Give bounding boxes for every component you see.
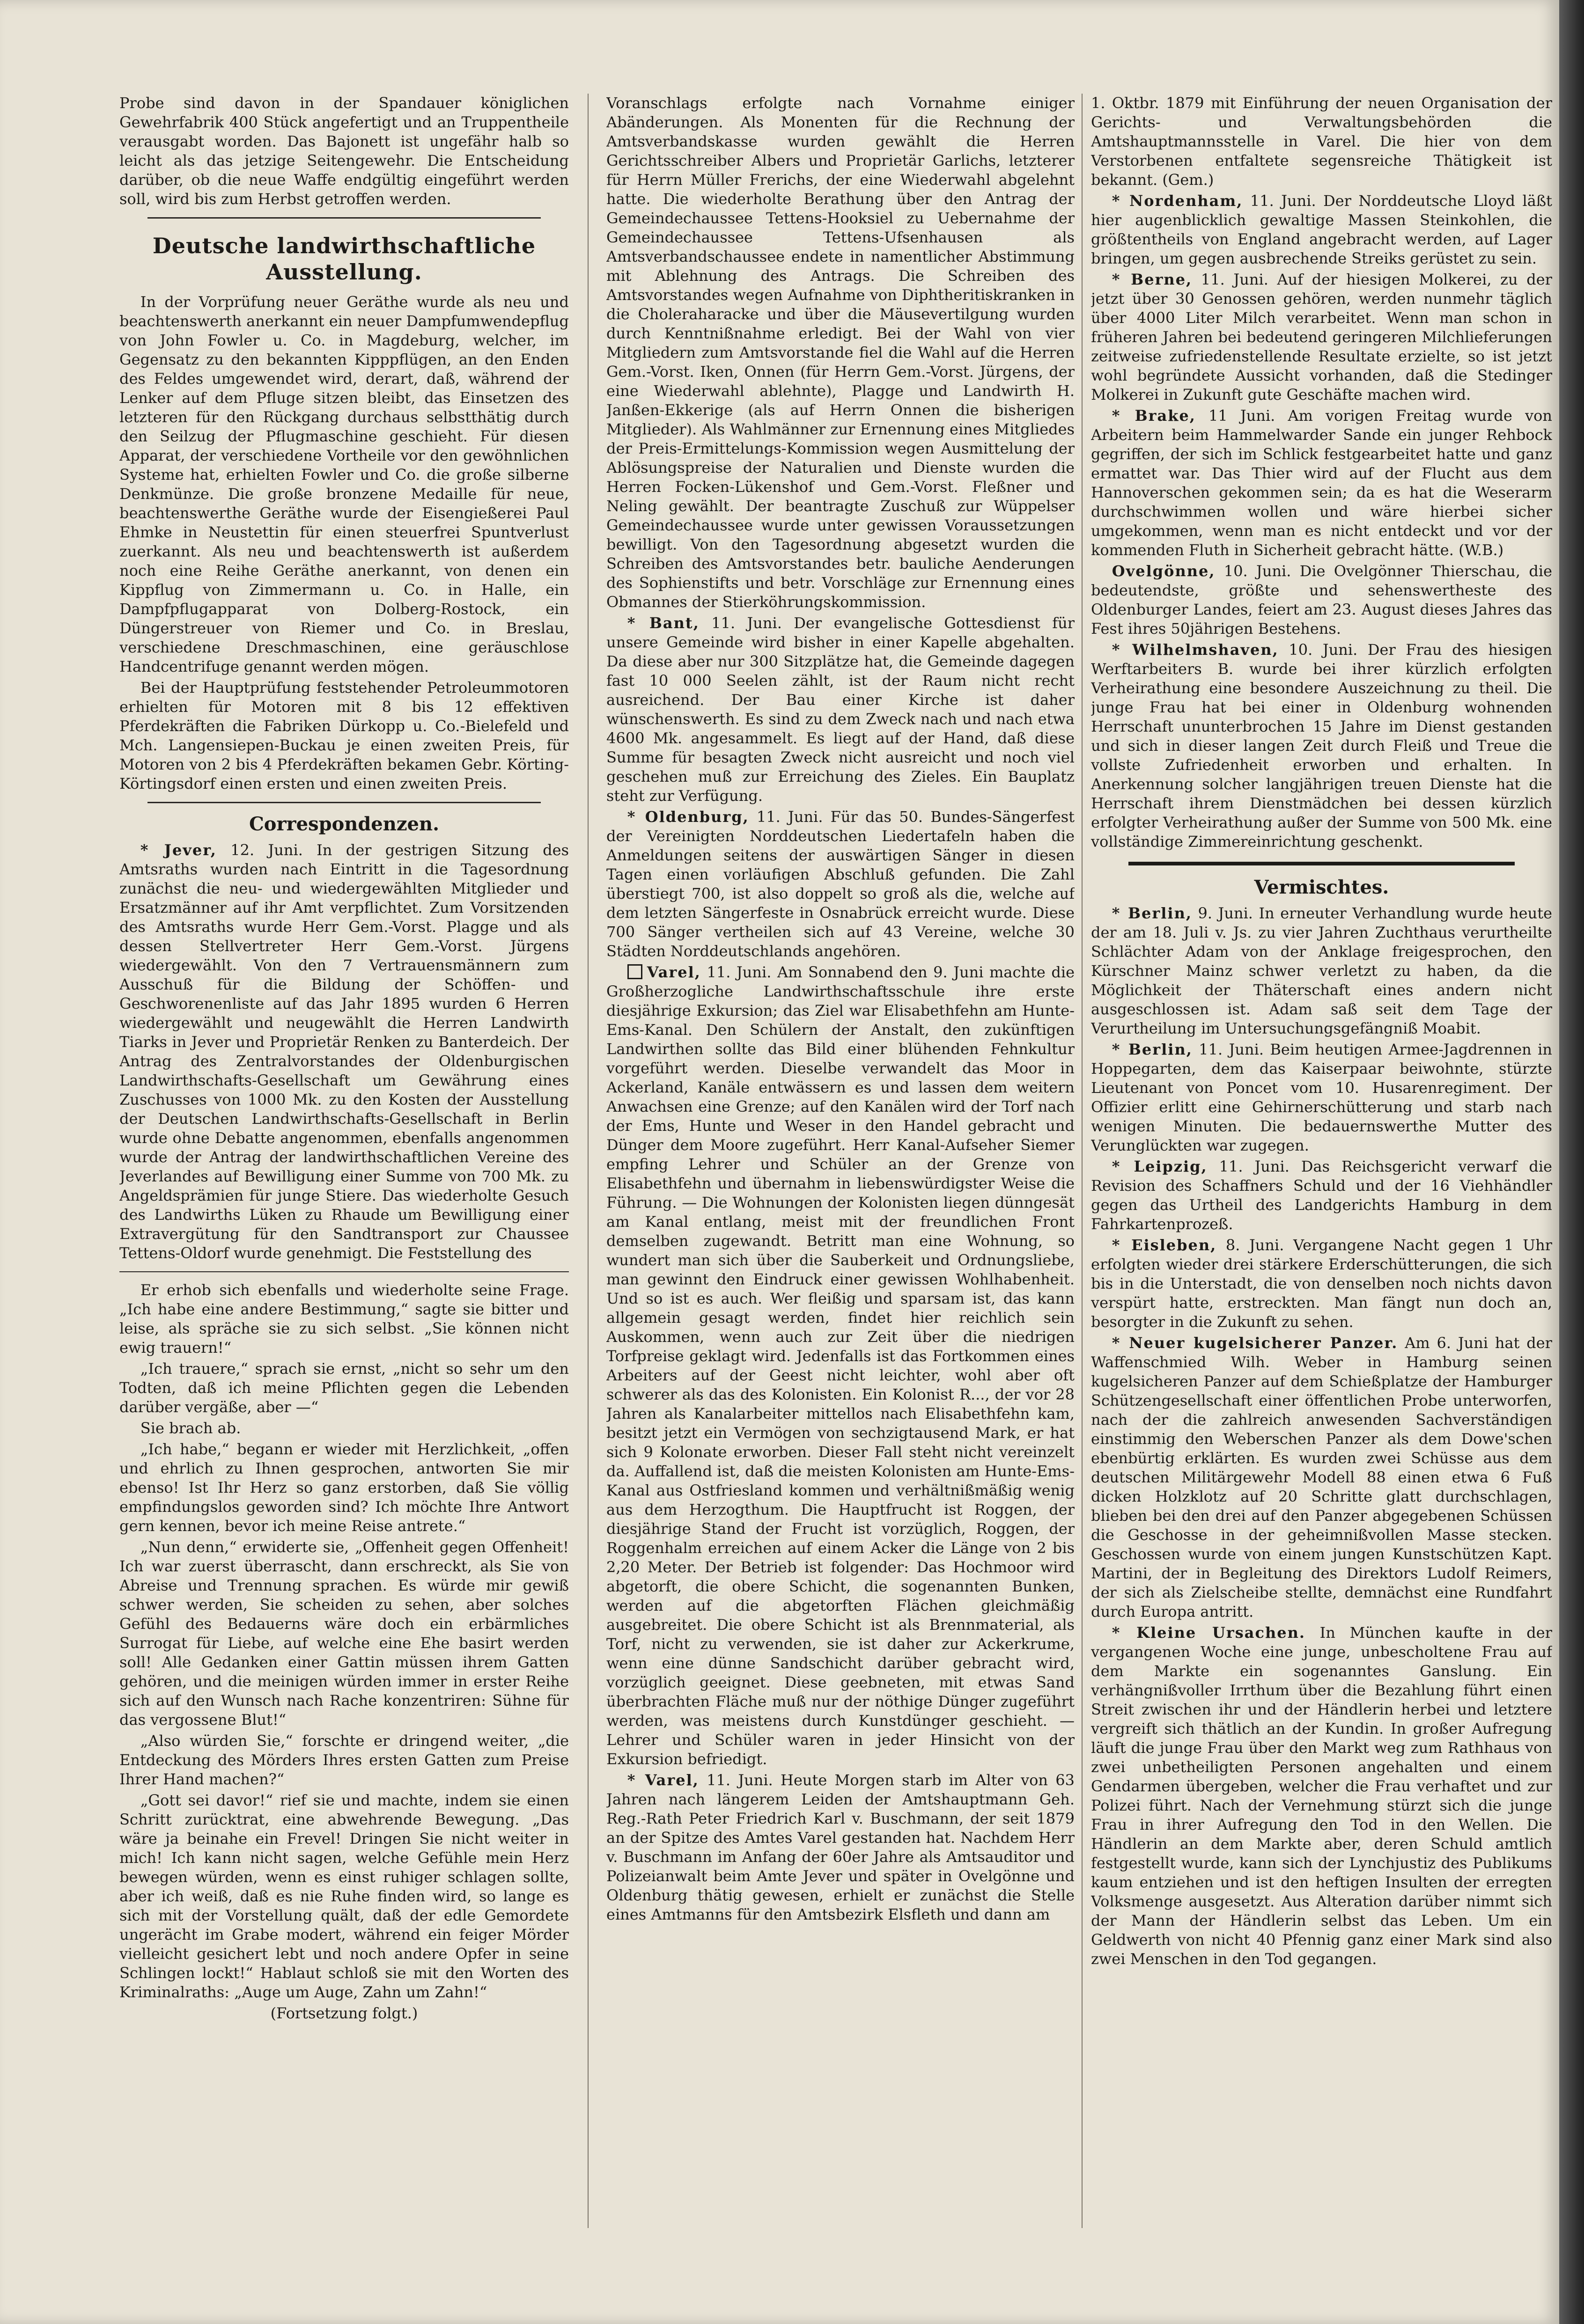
article-varel-2-text: 11. Juni. Heute Morgen starb im Alter von 63 Jahren nach längerem Leiden der Amtshauptmann Geh. Reg.-Rath Peter Friedrich Karl v. Buschmann, der seit 1879 an der Spitze des Amtes Varel gestanden hat. Nachdem Herr v. Buschmann im Anfang der 60er Jahre als Amtsauditor und Polizeianwalt beim Amte Jever und später in Ovelgönne und Oldenburg thätig gewesen, erhielt er zunächst die Stelle eines Amtmanns für den Amtsbezirk Elsfleth und dann am — [606, 1771, 1075, 1923]
heading-correspondenzen: Correspondenzen. — [249, 813, 440, 835]
article-ursachen-text: In München kaufte in der vergangenen Woche eine junge, unbescholtene Frau auf dem Markte ein sogenanntes Ganslung. Ein verhängnißvoller Irrthum über die Bezahlung führt einen Streit zwischen ihr und der Händlerin herbei und letztere vergreift sich thätlich an der Kundin. In großer Aufregung läuft die junge Frau über den Markt weg zum Rathhaus von zwei unbetheiligten Personen angehalten und einem Gendarmen übergeben, welcher die Frau verhaftet und zur Polizei führt. Nach der Vernehmung stürzt sich die junge Frau in ihrer Aufregung den Tod in den Wellen. Die Händlerin an dem Markte aber, deren Schuld amtlich festgestellt wurde, kann sich der Lynchjustiz des Publikums kaum entziehen und ist den heftigen Insulten der erregten Volksmenge ausgesetzt. Aus Alteration darüber nimmt sich der Mann der Händlerin selbst das Leben. Um ein Geldwerth von nicht 40 Pfennig ganz einer Mark sind also zwei Menschen in den Tod gegangen. — [1091, 1624, 1552, 1968]
dateline-nordenham: * Nordenham, — [1112, 192, 1243, 210]
article-panzer-text: Am 6. Juni hat der Waffenschmied Wilh. Weber in Hamburg seinen kugelsicheren Panzer auf dem Schießplatze der Hamburger Schützengesellschaft einer öffentlichen Probe unterworfen, nach der die zahlreich anwesenden Sachverständigen einstimmig den Weberschen Panzer als dem Dowe'schen ebenbürtig erklärten. Es wurden zwei Schüsse aus dem deutschen Militärgewehr Modell 88 einen etwa 6 Fuß dicken Holzklotz auf 20 Schritte glatt durchschlagen, blieben bei den drei auf den Panzer abgegebenen Schüssen die Geschosse in der geheimnißvollen Masse stecken. Geschossen wurde von einem jungen Kunstschützen Kapt. Martini, der in Begleitung des Direktors Ludolf Reimers, der sich als Zielscheibe stellte, demnächst eine Rundfahrt durch Europa antritt. — [1091, 1334, 1552, 1620]
dateline-oldenburg: * Oldenburg, — [627, 808, 749, 826]
separator-rule — [147, 802, 541, 803]
article-wilhelmshaven — [1091, 640, 1552, 851]
dateline-berne: * Berne, — [1112, 271, 1193, 288]
novel-paragraph-6: „Also würden Sie,“ forschte er dringend weiter, „die Entdeckung des Mörders Ihres ersten Gatten zum Preise Ihrer Hand machen?“ — [119, 1732, 569, 1788]
dateline-leipzig: * Leipzig, — [1112, 1158, 1208, 1175]
article-berlin-2 — [1091, 1040, 1552, 1155]
article-oldenburg-text: 11. Juni. Für das 50. Bundes-Sängerfest der Vereinigten Norddeutschen Liedertafeln haben die Anmeldungen seitens der auswärtigen Sänger in diesen Tagen einen vorläufigen Abschluß gefunden. Die Zahl überstiegt 700, ist also doppelt so groß als die, welche auf dem letzten Sängerfeste in Osnabrück erreicht wurde. Diese 700 Sänger vertheilen sich auf 43 Vereine, welche 30 Städten Norddeutschlands angehören. — [606, 808, 1075, 960]
book-spine — [1559, 0, 1584, 2324]
article-nordenham-text: 11. Juni. Der Norddeutsche Lloyd läßt hier augenblicklich gewaltige Massen Steinkohlen, die größtentheils von England angebracht werden, auf Lager bringen, um gegen ausbrechende Streiks gerüstet zu sein. — [1091, 192, 1552, 267]
article-ovelgoenne — [1091, 562, 1552, 638]
intro-paragraph: Probe sind davon in der Spandauer königlichen Gewehrfabrik 400 Stück angefertigt und an Truppentheile verausgabt worden. Das Bajonett ist ungefähr halb so leicht als das jetzige Seitengewehr. Die Entscheidung darüber, ob die neue Waffe endgültig eingeführt werden soll, wird bis zum Herbst getroffen werden. — [119, 94, 569, 208]
article-leipzig-text: 11. Juni. Das Reichsgericht verwarf die Revision des Schaffners Schuld und der 16 Viehhändler gegen das Urtheil des Landgerichts Hamburg in dem Fahrkartenprozeß. — [1091, 1158, 1552, 1233]
article-berne — [1091, 270, 1552, 404]
column-divider — [588, 94, 589, 2228]
novel-paragraph-4: „Ich habe,“ begann er wieder mit Herzlichkeit, „offen und ehrlich zu Ihnen gesprochen, antworten Sie mir ebenso! Ist Ihr Herz so ganz erstorben, daß Sie völlig empfindungslos geworden sind? Ich möchte Ihre Antwort gern kennen, bevor ich meine Reise antrete.“ — [119, 1440, 569, 1535]
ausstellung-paragraph-2: Bei der Hauptprüfung feststehender Petroleummotoren erhielten für Motoren mit 8 bis 12 effektiven Pferdekräften die Fabriken Dürkopp u. Co.-Bielefeld und Mch. Langensiepen-Buckau je einen zweiten Preis, für Motoren von 2 bis 4 Pferdekräften bekamen Gebr. Körting-Körtingsdorf einen ersten und einen zweiten Preis. — [119, 679, 569, 792]
dateline-ursachen: * Kleine Ursachen. — [1112, 1624, 1305, 1642]
separator-rule — [147, 217, 541, 219]
article-berlin-2-text: 11. Juni. Beim heutigen Armee-Jagdrennen in Hoppegarten, dem das Kaiserpaar beiwohnte, stürzte Lieutenant von Poncet vom 10. Husarenregiment. Der Offizier erlitt eine Gehirnerschütterung und starb nach wenigen Minuten. Die bedauernswerthe Mutter des Verunglückten war zugegen. — [1091, 1041, 1552, 1154]
column-3 — [1091, 94, 1552, 2228]
article-varel-1-text: 11. Juni. Am Sonnabend den 9. Juni machte die Großherzogliche Landwirthschaftsschule ihre erste diesjährige Exkursion; das Ziel war Elisabethfehn am Hunte-Ems-Kanal. Den Schülern der Anstalt, den zukünftigen Landwirthen sollte das Bild einer blühenden Fehnkultur vorgeführt werden. Dieselbe verwandelt das Moor in Ackerland, Kanäle entwässern es und lassen dem weitern Anwachsen eine Grenze; auf den Kanälen wird der Torf nach der Ems, Hunte und Weser in den Handel gebracht und Dünger dem Moore zugeführt. Herr Kanal-Aufseher Siemer empfing Lehrer und Schüler an der Grenze von Elisabethfehn und übernahm in liebenswürdigster Weise die Führung. — Die Wohnungen der Kolonisten liegen dünngesät am Kanal entlang, meist mit der freundlichen Front demselben zugewandt. Betritt man eine Wohnung, so wundert man sich über die Sauberkeit und Ordnungsliebe, man gewinnt den Eindruck einer gewissen Wohlhabenheit. Und so ist es auch. Wer fleißig und sparsam ist, das kann allgemein gesagt werden, findet hier reichlich sein Auskommen, wenn auch zur Zeit über die niedrigen Torfpreise geklagt wird. Jedenfalls ist das Fortkommen eines Arbeiters auf der Geest nicht leichter, wohl aber oft schwerer als das des Kolonisten. Ein Kolonist R..., der vor 28 Jahren als Kanalarbeiter mittellos nach Elisabethfehn kam, besitzt jetzt ein Vermögen von sechzigtausend Mark, er hat sich 9 Kolonate erworben. Dieser Fall steht nicht vereinzelt da. Auffallend ist, daß die meisten Kolonisten am Hunte-Ems-Kanal aus Ostfriesland kommen und verhältnißmäßig wenig aus dem Herzogthum. Die Hauptfrucht ist Roggen, der diesjährige Stand der Frucht ist vorzüglich, Roggen, der Roggenhalm erreichen auf einem Acker die Länge von 2 bis 2,20 Meter. Der Betrieb ist folgender: Das Hochmoor wird abgetorft, die obere Schicht, die sogenannten Bunken, werden auf die abgetorften Flächen gleichmäßig ausgebreitet. Die obere Schicht ist als Brennmaterial, als Torf, nicht zu verwenden, sie ist daher zur Ackerkrume, wenn eine dünne Sandschicht darüber gebracht wird, vorzüglich geeignet. Diese geebneten, mit etwas Sand überbrachten Fläche muß nur der nöthige Dünger zugeführt werden, was meistens durch Kunstdünger geschieht. — Lehrer und Schüler waren in jeder Hinsicht von der Exkursion befriedigt. — [606, 963, 1075, 1768]
article-brake-text: 11 Juni. Am vorigen Freitag wurde von Arbeitern beim Hammelwarder Sande ein junger Rehbock gegriffen, der sich im Schlick festgearbeitet hatte und ganz ermattet war. Das Thier wird auf der Flucht aus dem Hannoverschen gekommen sein; da es hat die Weserarm durchschwimmen wollen und wäre hierbei sicher umgekommen, wenn man es nicht entdeckt und vor der kommenden Fluth in Sicherheit gebracht hätte. (W.B.) — [1091, 407, 1552, 559]
heading-ausstellung: Deutsche landwirthschaftliche Ausstellung. — [152, 233, 536, 285]
dateline-eisleben: * Eisleben, — [1112, 1236, 1217, 1254]
article-berlin-1 — [1091, 904, 1552, 1038]
section-rule — [1128, 862, 1515, 865]
article-nordenham — [1091, 191, 1552, 268]
column-2 — [606, 94, 1075, 2228]
novel-paragraph-7: „Gott sei davor!“ rief sie und machte, indem sie einen Schritt zurücktrat, eine abwehrende Bewegung. „Das wäre ja beinahe ein Frevel! Dringen Sie nicht weiter in mich! Ich kann nicht sagen, welche Gefühle mein Herz bewegen würden, wenn es einst ruhiger schlagen sollte, aber ich weiß, daß es nie Ruhe finden wird, so lange es sich mit der Vorstellung quält, daß der edle Gemordete ungerächt im Grabe modert, während ein feiger Mörder vielleicht gesichert lebt und noch andere Opfer in seine Schlingen lockt!“ Hablaut schloß sie mit den Worten des Kriminalraths: „Auge um Auge, Zahn um Zahn!“ — [119, 1791, 569, 2001]
article-berne-text: 11. Juni. Auf der hiesigen Molkerei, zu der jetzt über 30 Genossen gehören, werden nunmehr täglich über 4000 Liter Milch verarbeitet. Wenn man schon in früheren Jahren bei bedeutend geringeren Milchlieferungen zeitweise zufriedenstellende Resultate erzielte, so ist jetzt wohl begründete Aussicht vorhanden, daß die Stedinger Molkerei in Zukunft gute Geschäfte machen wird. — [1091, 271, 1552, 403]
article-bant-text: 11. Juni. Der evangelische Gottesdienst für unsere Gemeinde wird bisher in einer Kapelle abgehalten. Da diese aber nur 300 Sitzplätze hat, die Gemeinde dagegen fast 10 000 Seelen zählt, ist der Raum nicht recht ausreichend. Der Bau einer Kirche ist daher wünschenswerth. Es sind zu dem Zweck nach und nach etwa 4600 Mk. angesammelt. Es liegt auf der Hand, daß diese Summe für besagten Zweck nicht ausreicht und noch viel geschehen muß zur Erreichung des Zieles. Ein Bauplatz steht zur Verfügung. — [606, 614, 1075, 805]
dateline-brake: * Brake, — [1112, 407, 1196, 425]
article-jever-text: 12. Juni. In der gestrigen Sitzung des Amtsraths wurden nach Eintritt in die Tagesordnung zunächst die neu- und wiedergewählten Mitglieder und Ersatzmänner auf ihr Amt verpflichtet. Zum Vorsitzenden des Amtsraths wurde Herr Gem.-Vorst. Plagge und als dessen Stellvertreter Herr Gem.-Vorst. Jürgens wiedergewählt. Von den 7 Vertrauensmännern zum Ausschuß für die Bildung der Schöffen- und Geschworenenliste auf das Jahr 1895 wurden 6 Herren wiedergewählt und neugewählt die Herren Landwirth Tiarks in Jever und Proprietär Renken zu Banterdeich. Der Antrag des Zentralvorstandes der Oldenburgischen Landwirthschafts-Gesellschaft um Gewährung eines Zuschusses von 1000 Mk. zu den Kosten der Ausstellung der Deutschen Landwirthschafts-Gesellschaft in Berlin wurde ohne Debatte angenommen, ebenfalls angenommen wurde der Antrag der landwirthschaftlichen Vereine des Jeverlandes auf Bewilligung einer Summe von 700 Mk. zu Angeldsprämien für junge Stiere. Das wiederholte Gesuch des Landwirths Lüken zu Rhaude um Bewilligung einer Extravergütung für den Sandtransport zur Chaussee Tettens-Oldorf wurde genehmigt. Die Feststellung des — [119, 841, 569, 1262]
feuilleton-separator — [119, 1271, 569, 1272]
article-varel-1 — [606, 963, 1075, 1769]
heading-vermischtes: Vermischtes. — [1254, 876, 1389, 898]
article-leipzig — [1091, 1157, 1552, 1234]
article-berlin-1-text: 9. Juni. In erneuter Verhandlung wurde heute der am 18. Juli v. Js. zu vier Jahren Zuchthaus verurtheilte Schlächter Adam von der Anklage freigesprochen, den Kürschner Mainz schwer verletzt zu haben, da die Möglichkeit der Thäterschaft eines andern nicht ausgeschlossen ist. Adam saß seit dem Tage der Verurtheilung im Untersuchungsgefängniß Moabit. — [1091, 904, 1552, 1037]
dateline-jever: * Jever, — [140, 841, 217, 859]
article-brake — [1091, 406, 1552, 560]
novel-paragraph-3: Sie brach ab. — [140, 1419, 241, 1437]
ausstellung-paragraph-1: In der Vorprüfung neuer Geräthe wurde als neu und beachtenswerth anerkannt ein neuer Dampfumwendepflug von John Fowler u. Co. in Magdeburg, welcher, im Gegensatz zu den bekannten Kipppflügen, an den Enden des Feldes umgewendet wird, derart, daß, während der Lenker auf dem Pfluge sitzen bleibt, das Einsetzen des letzteren für den Rückgang durchaus selbstthätig durch den Seilzug der Pflugmaschine geschieht. Für diesen Apparat, der verschiedene Vortheile vor den gewöhnlichen Systeme hat, erhielten Fowler und Co. die große silberne Denkmünze. Die große bronzene Medaille für neue, beachtenswerthe Geräthe wurde der Eisengießerei Paul Ehmke in Neustettin für einen steuerfrei Spuntverlust zuerkannt. Als neu und beachtenswerth ist außerdem noch eine Reihe Geräthe anerkannt, von denen ein Kippflug von Zimmermann u. Co. in Halle, ein Dampfpflugapparat von Dolberg-Rostock, ein Düngerstreuer von Riemer und Co. in Breslau, verschiedene Dreschmaschinen, eine geräuschlose Handcentrifuge genannt werden mögen. — [119, 293, 569, 675]
article-eisleben-text: 8. Juni. Vergangene Nacht gegen 1 Uhr erfolgten wieder drei stärkere Erderschütterungen, die sich bis in die Unterstadt, die von denselben noch nichts davon verspürt hatte, erstreckten. Man fängt nun doch an, besorgter in die Zukunft zu sehen. — [1091, 1236, 1552, 1331]
dateline-ovelgoenne: Ovelgönne, — [1112, 562, 1216, 580]
article-jever — [119, 841, 569, 1263]
dateline-berlin-1: * Berlin, — [1112, 904, 1192, 922]
square-marker-icon — [627, 964, 642, 979]
novel-paragraph-5: „Nun denn,“ erwiderte sie, „Offenheit gegen Offenheit! Ich war zuerst überrascht, dann erschreckt, als Sie von Abreise und Trennung sprachen. Es würde mir gewiß schwer werden, Sie scheiden zu sehen, aber solches Gefühl des Bedauerns wäre doch ein erbärmliches Surrogat für Liebe, auf welche eine Ehe basirt werden soll! Alle Gedanken einer Gattin müssen ihrem Gatten gehören, und die meinigen würden immer in erster Reihe sich auf den Wunsch nach Rache konzentriren: Sühne für das vergossene Blut!“ — [119, 1538, 569, 1729]
dateline-varel-2: * Varel, — [627, 1771, 699, 1789]
dateline-panzer: * Neuer kugelsicherer Panzer. — [1112, 1334, 1398, 1352]
column-divider — [1082, 94, 1083, 2228]
article-oldenburg — [606, 807, 1075, 961]
novel-paragraph-2: „Ich trauere,“ sprach sie ernst, „nicht so sehr um den Todten, daß ich meine Pflichten gegen die Lebenden darüber vergäße, aber —“ — [119, 1360, 569, 1416]
novel-paragraph-1: Er erhob sich ebenfalls und wiederholte seine Frage. „Ich habe eine andere Bestimmung,“ sagte sie bitter und leise, als spräche sie zu sich selbst. „Sie können nicht ewig trauern!“ — [119, 1281, 569, 1356]
article-bant — [606, 614, 1075, 806]
article-ursachen — [1091, 1623, 1552, 1969]
dateline-wilhelmshaven: * Wilhelmshaven, — [1112, 641, 1279, 659]
article-panzer — [1091, 1334, 1552, 1621]
dateline-varel: Varel, — [647, 963, 701, 981]
article-ovelgoenne-text: 10. Juni. Die Ovelgönner Thierschau, die bedeutendste, größte und sehenswertheste des Oldenburger Landes, feiert am 23. August dieses Jahres das Fest ihres 50jährigen Bestehens. — [1091, 562, 1552, 638]
dateline-bant: * Bant, — [627, 614, 700, 632]
jever-continued: Voranschlags erfolgte nach Vornahme einiger Abänderungen. Als Monenten für die Rechnung der Amtsverbandskasse wurden gewählt die Herren Gerichtsschreiber Albers und Proprietär Garlichs, letzterer für Herrn Müller Frerichs, der eine Wiederwahl abgelehnt hatte. Die wiederholte Berathung über den Antrag der Gemeindechaussee Tettens-Hooksiel zu Uebernahme der Gemeindechaussee Tettens-Ufsenhausen als Amtsverbandschaussee endete in namentlicher Abstimmung mit Ablehnung des Antrags. Die Schreiben des Amtsvorstandes wegen Aufnahme von Diphtheritiskranken in die Choleraharacke und über die Mäusevertilgung wurden durch Kenntnißnahme erledigt. Bei der Wahl von vier Mitgliedern zum Amtsvorstande fiel die Wahl auf die Herren Gem.-Vorst. Iken, Onnen (für Herrn Gem.-Vorst. Jürgens, der eine Wiederwahl ablehnte), Plagge und Landwirth H. Janßen-Ekkerige (als auf Herrn Onnen die bisherigen Mitglieder). Als Wahlmänner zur Ernennung eines Mitgliedes der Preis-Ermittelungs-Kommission wegen Ausmittelung der Ablösungspreise der Naturalien und Dienste wurden die Herren Focken-Lükenshof und Gem.-Vorst. Fleßner und Neling gewählt. Der beantragte Zuschuß zur Wüppelser Gemeindechaussee wurde unter gewissen Voraussetzungen bewilligt. Von den Tagesordnung abgesetzt wurden die Schreiben des Amtsvorstandes betr. bauliche Aenderungen des Sophienstifts und betr. Vorschläge zur Ernennung eines Obmannes der Stierköhrungskommission. — [606, 94, 1075, 611]
column-1 — [119, 94, 569, 2228]
continuation-note: (Fortsetzung folgt.) — [270, 2004, 418, 2022]
article-varel-2 — [606, 1771, 1075, 1924]
article-eisleben — [1091, 1236, 1552, 1332]
dateline-berlin-2: * Berlin, — [1112, 1041, 1193, 1058]
article-wilhelmshaven-text: 10. Juni. Der Frau des hiesigen Werftarbeiters B. wurde bei ihrer kürzlich erfolgten Verheirathung eine besondere Auszeichnung zu theil. Die junge Frau hat bei einer in Oldenburg wohnenden Herrschaft ununterbrochen 15 Jahre im Dienst gestanden und sich in dieser langen Zeit durch Fleiß und Treue die vollste Zufriedenheit erworben und erhalten. In Anerkennung solcher langjährigen treuen Dienste hat die Herrschaft ihrem Dienstmädchen bei dessen kürzlich erfolgter Verheirathung außer der Summe von 500 Mk. eine vollständige Zimmereinrichtung geschenkt. — [1091, 641, 1552, 850]
varel-continued: 1. Oktbr. 1879 mit Einführung der neuen Organisation der Gerichts- und Verwaltungsbehörden die Amtshauptmannsstelle in Varel. Die hier von dem Verstorbenen entfaltete segensreiche Thätigkeit ist bekannt. (Gem.) — [1091, 94, 1552, 189]
